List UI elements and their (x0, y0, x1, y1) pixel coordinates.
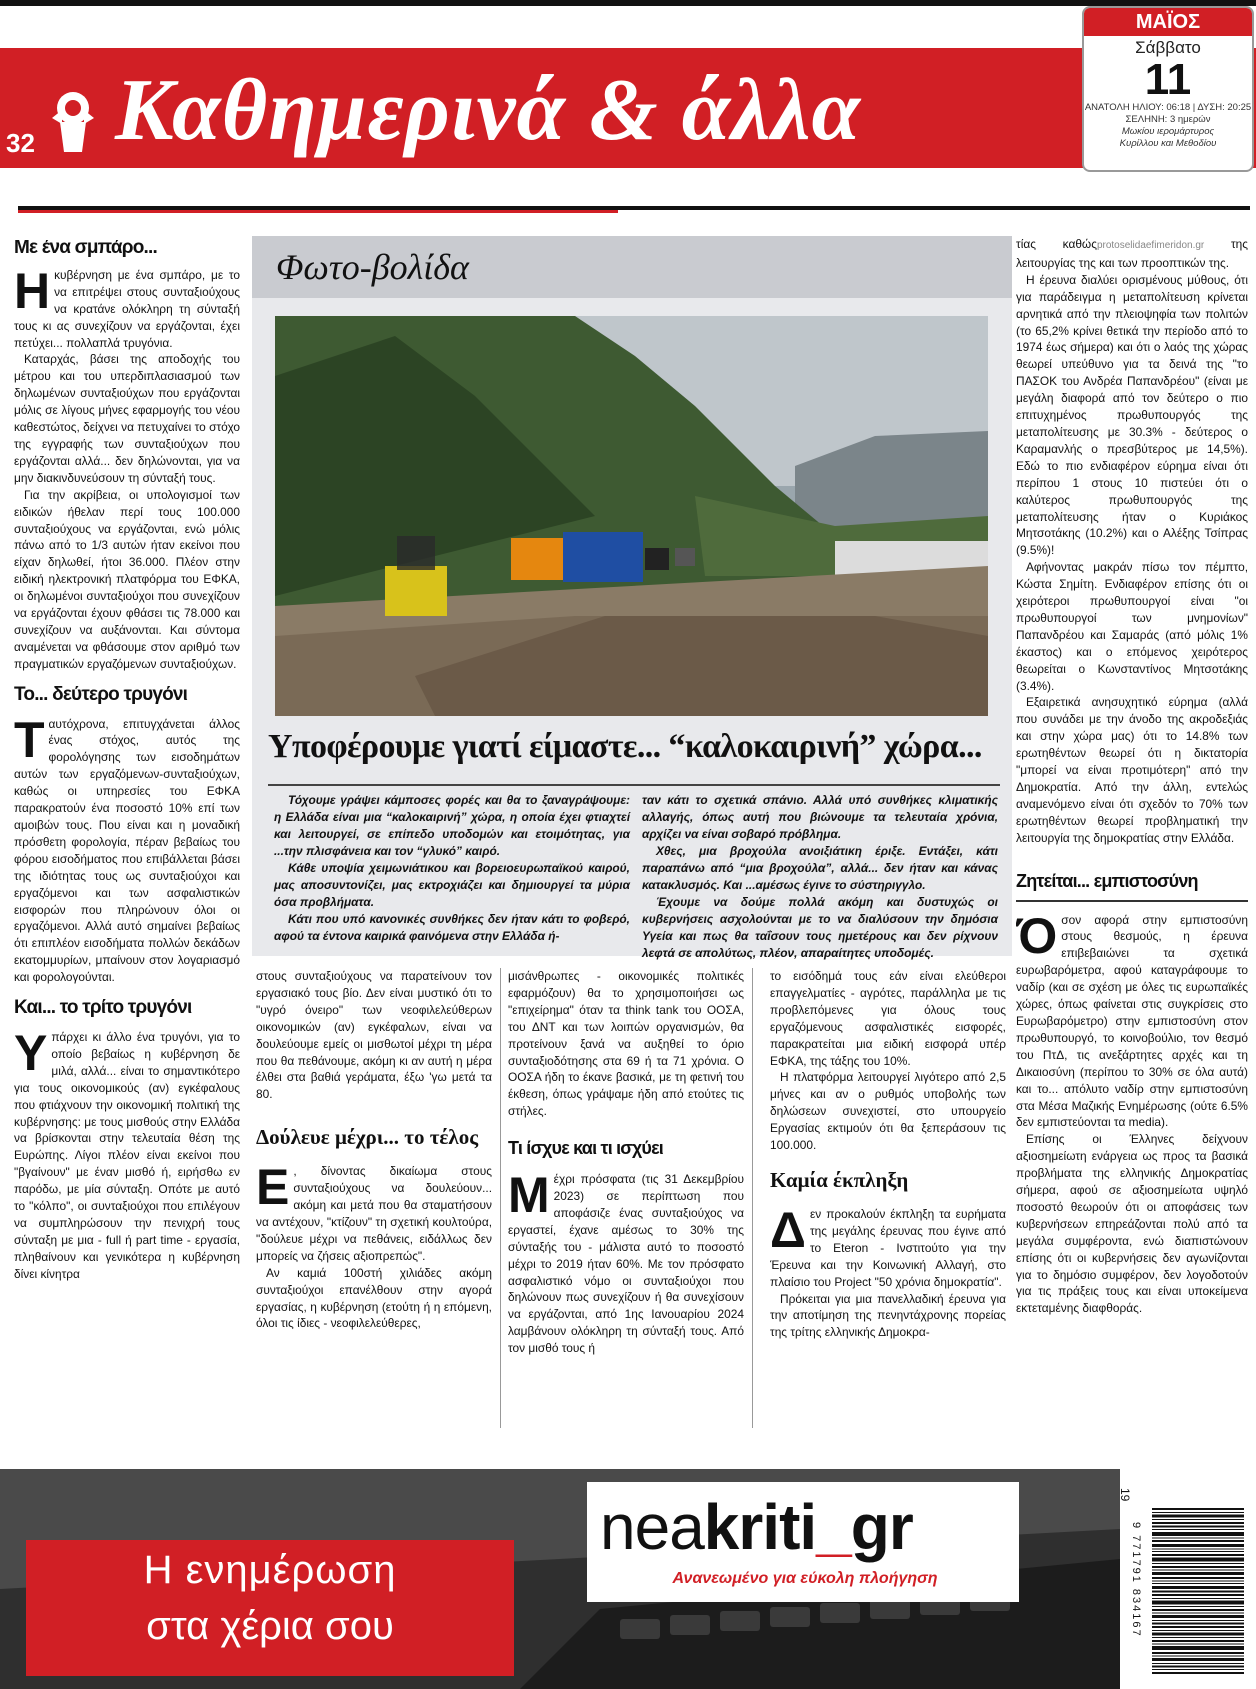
article-paragraph: Αφήνοντας μακράν πίσω τον πέμπτο, Κώστα Σημίτη. Ενδιαφέρον επίσης ότι οι χειρότεροι πρωθυπουργοί είναι "οι πρωθυπουργοί των μνημονίων" Παπανδρέου και Σαμαράς (από μόλις 1% έκαστος) και ο επόμενος χειρότερος θεωρείται ο Κωνσταντίνος Μητσοτάκης (3.4%). (1016, 560, 1248, 693)
section-rule (1016, 900, 1248, 902)
article-paragraph: Ηκυβέρνηση με ένα σμπάρο, με το να επιτρέψει στους συνταξιούχους να κρατάνε ολόκληρη τη σύνταξή τους κι ας συνεχίζουν να εργάζονται, έχει πετύχει... πολλαπλά τρυγόνια. (14, 262, 240, 350)
barcode-bar (1152, 1630, 1244, 1631)
feature-column-2 (642, 792, 998, 962)
barcode-bar (1152, 1549, 1244, 1550)
barcode-issue: 19 (1118, 1488, 1132, 1502)
ad-logo-part: kriti (703, 1491, 817, 1563)
middle-column-3 (770, 968, 1006, 1428)
calendar-date: 11 (1144, 55, 1192, 104)
section-title: Ζητείται... εμπιστοσύνη (1016, 870, 1198, 891)
drop-cap: Δ (770, 1201, 806, 1258)
masthead-title: Καθημερινά & άλλα (115, 62, 862, 159)
header-rule-red (18, 210, 618, 213)
drop-cap: Ό (1016, 907, 1058, 964)
barcode-bar (1152, 1669, 1244, 1670)
calendar-weekday: Σάββατο (1135, 38, 1201, 57)
calendar-month: ΜΑΪΟΣ (1084, 8, 1252, 36)
barcode-bar (1152, 1613, 1244, 1614)
barcode-bar (1152, 1563, 1244, 1564)
article-paragraph: Εξαιρετικά ανησυχητικό εύρημα (αλλά που συνάδει με την άνοδο της ακροδεξιάς και στην χώρα μας) ότι το 14.8% των ερωτηθέντων θεωρεί ότι η δικτατορία "μπορεί να είναι προτιμότερη" από την Δημοκρατία. Από την άλλη, εντελώς αναμενόμενο είναι ότι σχεδόν το 70% των ερωτηθέντων θεωρεί προβληματική την λειτουργία της δημοκρατίας στην Ελλάδα. (1016, 695, 1248, 845)
feature-paragraph: Χθες, μια βροχούλα ανοιξιάτικη έριξε. Εντάξει, κάτι παραπάνω από “μια βροχούλα”, αλλά... δεν ήταν και κάνας κατακλυσμός. Και ...αμέσως έγινε το σύστηριγγλο. (642, 844, 998, 892)
right-column (1016, 236, 1248, 1430)
calendar-sun-times: ΑΝΑΤΟΛΗ ΗΛΙΟΥ: 06:18 | ΔΥΣΗ: 20:25 (1084, 102, 1252, 113)
barcode-icon (1126, 1478, 1250, 1683)
article-paragraph: Δεν προκαλούν έκπληξη τα ευρήματα της μεγάλης έρευνας που έγινε από το Eteron - Ινστιτούτο για την Έρευνα και την Κοινωνική Αλλαγή, στο πλαίσιο του Project "50 χρόνια δημοκρατία". (770, 1201, 1006, 1289)
barcode-bar (1152, 1544, 1244, 1547)
barcode-bar (1152, 1633, 1244, 1636)
ad-slogan-line-2: στα χέρια σου (146, 1604, 394, 1648)
article-paragraph: Αν καμιά 100στή χιλιάδες ακόμη συνταξιούχοι επανέλθουν στην αγορά εργασίας, η κυβέρνηση (ετούτη ή η επόμενη, όλοι τις ίδιες - νεοφιλελεύθερες, (256, 1265, 492, 1331)
left-column (14, 240, 240, 1430)
barcode-bar (1152, 1540, 1244, 1542)
barcode-bar (1152, 1515, 1244, 1518)
ad-logo[interactable] (600, 1490, 913, 1564)
feature-column-1 (274, 792, 630, 945)
drop-cap: Ε (256, 1159, 290, 1216)
ad-slogan-line-1: Η ενημέρωση (143, 1548, 397, 1592)
article-paragraph: Όσον αφορά στην εμπιστοσύνη στους θεσμούς, η έρευνα επιβεβαιώνει τα σχετικά ευρωβαρόμετρα, αφού καταγράφουμε το ναδίρ (και σε σχέση με όλες τις ευρωπαϊκές χώρες, όπως φαίνεται στις συγκρίσεις στο Ευρωβαρόμετρο) στην εμπιστοσύνη στον πρωθυπουργό, το κοινοβούλιο, τον θεσμό του ΠτΔ, τις ανεξάρτητες αρχές και τη Δικαιοσύνη (περίπου το 30% σε όλα αυτά) και το... απόλυτο ναδίρ στην εμπιστοσύνη στα Μέσα Μαζικής Ενημέρωσης (ούτε 6.5% δεν εμπιστεύονται τα media). (1016, 907, 1248, 1130)
barcode-bar (1152, 1663, 1244, 1664)
page-number: 32 (6, 128, 35, 158)
calendar-moon: ΣΕΛΗΝΗ: 3 ημερών (1125, 114, 1211, 125)
barcode-bar (1152, 1609, 1244, 1611)
barcode-bar (1152, 1519, 1244, 1520)
masthead-emblem-icon (42, 88, 104, 160)
article-paragraph: τίας καθώςprotoselidaefimeridon.gr της λειτουργίας της και των προοπτικών της. (1016, 237, 1248, 270)
ad-logo-part: nea (600, 1491, 704, 1563)
section-title: Καμία έκπληξη (770, 1167, 909, 1192)
barcode-bar (1152, 1566, 1244, 1568)
top-rule (0, 0, 1256, 6)
section-title: Με ένα σμπάρο... (14, 240, 157, 258)
barcode-bar (1152, 1572, 1244, 1575)
barcode-bar (1152, 1620, 1244, 1621)
section-title: Δούλευε μέχρι... το τέλος (256, 1125, 479, 1150)
barcode-bar (1152, 1581, 1244, 1582)
barcode-bar (1152, 1508, 1244, 1510)
flood-photo (275, 316, 988, 716)
barcode-bar (1152, 1646, 1244, 1650)
barcode-bar (1152, 1551, 1244, 1552)
section-title: Τι ίσχυε και τι ισχύει (508, 1138, 664, 1159)
barcode-bar (1152, 1591, 1244, 1593)
barcode-bar (1152, 1601, 1244, 1605)
article-paragraph: το εισόδημά τους εάν είναι ελεύθεροι επαγγελματίες - αγρότες, παράλληλα με τις προβλεπόμενες για όλους τους εργαζόμενους ασφαλιστικές εισφορές, παρακρατείται μια ειδική εισφορά υπέρ ΕΦΚΑ, της τάξης του 10%. (770, 969, 1006, 1068)
article-paragraph: Πρόκειται για μια πανελλαδική έρευνα για την αποτίμηση της πενηντάχρονης πορείας της τρίτης ελληνικής Δημοκρα- (770, 1291, 1006, 1340)
ad-tagline: Ανανεωμένο για εύκολη πλοήγηση (672, 1570, 938, 1587)
barcode-bar (1152, 1522, 1244, 1524)
column-rule (752, 968, 753, 1428)
middle-column-2 (508, 968, 744, 1428)
barcode-bar (1152, 1577, 1244, 1579)
barcode-bar (1152, 1570, 1244, 1571)
drop-cap: Η (14, 262, 51, 319)
barcode (1126, 1478, 1250, 1683)
feature-paragraph: Έχουμε να δούμε πολλά ακόμη και δυστυχώς οι κυβερνήσεις ασχολούνται με το να διαλύσουν την δημόσια Υγεία και πως θα ταΐσουν τους ημετέρους και δεν ρίχνουν λεφτά σε απολύτως, πλέον, απαραίτητες υποδομές. (642, 895, 998, 960)
barcode-bar (1152, 1538, 1244, 1539)
article-paragraph: Η έρευνα διαλύει ορισμένους μύθους, ότι για παράδειγμα η μεταπολίτευση κρίνεται αρνητικά από την πλειοψηφία των πολιτών (το 65,2% κρίνει θετικά την περίοδο από το 1974 έως σήμερα) και ότι ο λαός της χώρας θεωρεί υπεύθυνο για τα δεινά της "το ΠΑΣΟΚ του Ανδρέα Παπανδρέου" (είναι με μεγάλη διαφορά από τον δεύτερο ο πιο επιτυχημένος πρωθυπουργός της μεταπολίτευσης με 30.3% - δεύτερος ο Καραμανλής ο πρεσβύτερος με 14,5%). Εδώ το πιο ενδιαφέρον εύρημα είναι ότι περίπου 1 στους 10 πιστεύει ότι ο καλύτερος πρωθυπουργός της μεταπολίτευσης ήταν ο Κυριάκος Μητσοτάκης (10.2%) και ο Αλέξης Τσίπρας (9.5%)! (1016, 272, 1248, 558)
drop-cap: Μ (508, 1167, 550, 1224)
column-rule (500, 968, 501, 1428)
article-paragraph: στους συνταξιούχους να παρατείνουν τον εργασιακό τους βίο. Δεν είναι μυστικό ότι το "υγρό όνειρο" των νεοφιλελεύθερων οικονομικών (αν) εγκέφαλων, είναι να δουλεύουμε εμείς οι μισθωτοί μέχρι τη μέρα που θα πεθάνουμε, ακόμη κι αν αυτή η μέρα έλθει στα βαθιά γεράματα, έξω 'γω μετά τα 80. (256, 969, 492, 1102)
article-paragraph: Καταρχάς, βάσει της αποδοχής του μέτρου και του υπερδιπλασιασμού των δηλωμένων συνταξιούχων που εργάζονται μόλις σε λίγους μήνες εφαρμογής του νέου καθεστώτος, δείχνει να πετυχαίνει το στόχο της εγγραφής των συνταξιούχων που εργάζονται αλλά... δεν δηλώνονται, για να μην διακινδυνεύσουν τη σύνταξή τους. (14, 352, 240, 485)
barcode-bar (1152, 1532, 1244, 1536)
barcode-number: 9 771791 834167 (1130, 1522, 1142, 1638)
drop-cap: Τ (14, 711, 45, 768)
barcode-bar (1152, 1637, 1244, 1638)
section-title: Και... το τρίτο τρυγόνι (14, 997, 192, 1019)
calendar-saints (1084, 126, 1252, 150)
section-title: Το... δεύτερο τρυγόνι (14, 683, 188, 705)
article-paragraph: Επίσης οι Έλληνες δείχνουν αξιοσημείωτη ενάργεια ως προς τα βασικά προβλήματα της ελληνικής Δημοκρατίας σήμερα, αφού σε αξιοσημείωτα υψηλό ποσοστό θεωρούν ότι οι αποφάσεις των κυβερνήσεων επηρεάζονται πολύ από τα μεγάλα συμφέροντα, ενώ διαπιστώνουν επίσης ότι οι κυβερνήσεις δεν αγωνίζονται για το δημόσιο συμφέρον, δεν λογοδοτούν για τις πράξεις τους και είναι υποκείμενα εκτεταμένης διαφθοράς. (1016, 1132, 1248, 1316)
feature-paragraph: Κάθε υποψία χειμωνιάτικου και βορειοευρωπαϊκού καιρού, μας αποσυντονίζει, μας εκτροχιάζει και δημιουργεί τα μύρια όσα προβλήματα. (274, 861, 630, 909)
article-paragraph: Η πλατφόρμα λειτουργεί λιγότερο από 2,5 μήνες και αν ο ρυθμός υποβολής των δηλώσεων συνεχιστεί, στο υπουργείο Εργασίας εκτιμούν ότι θα ξεπεράσουν τις 100.000. (770, 1070, 1006, 1153)
feature-headline: Υποφέρουμε γιατί είμαστε... “καλοκαιρινή” χώρα... (268, 728, 982, 765)
ad-logo-part: _ (816, 1491, 851, 1563)
barcode-bar (1152, 1626, 1244, 1628)
article-paragraph: Ε , δίνοντας δικαίωμα στους συνταξιούχους να δουλεύουν... ακόμη και μετά που θα σταματήσουν να αντέχουν, "κτίζουν" τη σχετική κουλτούρα, "δούλευε μέχρι να πεθάνεις, ειδάλλως δεν μπορείς να ζήσεις αξιοπρεπώς". (256, 1159, 492, 1263)
barcode-bar (1152, 1606, 1244, 1607)
barcode-bar (1152, 1656, 1244, 1657)
barcode-bar (1152, 1598, 1244, 1599)
barcode-bar (1152, 1644, 1244, 1645)
article-paragraph: μισάνθρωπες - οικονομικές πολιτικές εφαρμόζουν) θα το χρησιμοποιήσει ως "επιχείρημα" όταν τα think tank του ΟΟΣΑ, του ΔΝΤ και των λοιπών οργανισμών, θα προτείνουν ξανά να αυξηθεί το όριο συνταξιοδότησης στα 69 ή τα 71 χρόνια. Ο ΟΟΣΑ ήδη το έκανε βασικά, με τη φετινή του έκθεση, όπως γράψαμε ήδη από ετούτες τις στήλες. (508, 969, 744, 1119)
barcode-bar (1152, 1652, 1244, 1654)
calendar-saint-2: Κυρίλλου και Μεθοδίου (1119, 138, 1217, 149)
barcode-bar (1152, 1640, 1244, 1642)
watermark: protoselidaefimeridon.gr (1096, 240, 1205, 251)
barcode-bar (1152, 1526, 1244, 1528)
article-paragraph: Υπάρχει κι άλλο ένα τρυγόνι, για το οποίο βεβαίως η κυβέρνηση δε μιλά, αλλά... είναι το σημαντικότερο για τους οικονομικούς (αν) εγκέφαλους που φτιάχνουν την οικονομική πολιτική της κυβέρνησης: με τους μισθούς στην Ελλάδα να βρίσκονται στην τελευταία θέση της Ευρώπης. Λίγοι πλέον είναι εκείνοι που "βγαίνουν" με έναν μισθό ή, ειρήσθω εν παρόδω, με μία σύνταξη. Οπότε με αυτό το "κόλπο", οι συνταξιούχοι που επιλέγουν να συμπληρώσουν την πενιχρή τους σύνταξη με μια - full ή part time - εργασία, πληθαίνουν και γενικότερα η κυβέρνηση δίνει κίνητρα (14, 1024, 240, 1281)
feature-paragraph: Τόχουμε γράψει κάμποσες φορές και θα το ξαναγράψουμε: η Ελλάδα είναι μια “καλοκαιρινή” χώρα, η οποία έχει φτιαχτεί και λειτουργεί, σε επίπεδο υποδομών και ετοιμότητας, για ...την πλισφάνεια και τον “γλυκό” καιρό. (274, 793, 630, 858)
article-paragraph: Ταυτόχρονα, επιτυγχάνεται άλλος ένας στόχος, αυτός της φορολόγησης των εισοδημάτων αυτών των εργαζόμενων-συνταξιούχων, καθώς οι υπηρεσίες του ΕΦΚΑ παρακρατούν ένα ποσοστό 10% επί των αμοιβών τους. Που είναι και η μοναδική πρόσθετη φορολογία, πέραν βεβαίως του φόρου εισοδήματος που επιβάλλεται βάσει της ιδιότητας τους ως συνταξιούχοι και εργαζόμενοι και των ασφαλιστικών εισφορών που πληρώνουν όλοι οι εργαζόμενοι. Αλλά αυτό σημαίνει βεβαίως ότι επιπλέον εισοδήματα πολλών δεκάδων εκατομμυρίων, μπαίνουν στον λογαριασμό και φορολογούνται. (14, 711, 240, 985)
barcode-bar (1152, 1583, 1244, 1584)
calendar-saint-1: Μωκίου ιερομάρτυρος (1121, 126, 1215, 137)
barcode-bar (1152, 1666, 1244, 1668)
feature-box-title: Φωτο-βολίδα (276, 247, 469, 287)
drop-cap: Υ (14, 1024, 48, 1081)
barcode-bar (1152, 1658, 1244, 1661)
barcode-bar (1152, 1554, 1244, 1556)
ad-logo-part: gr (850, 1491, 913, 1563)
barcode-bar (1152, 1586, 1244, 1589)
barcode-bar (1152, 1512, 1244, 1513)
barcode-bar (1152, 1672, 1244, 1674)
barcode-bar (1152, 1615, 1244, 1618)
barcode-bar (1152, 1594, 1244, 1596)
headline-rule (268, 784, 1000, 786)
feature-paragraph: Κάτι που υπό κανονικές συνθήκες δεν ήταν κάτι το φοβερό, αφού τα έντονα καιρικά φαινόμενα στην Ελλάδα ή- (274, 912, 630, 943)
barcode-bar (1152, 1529, 1244, 1530)
middle-column-1 (256, 968, 492, 1428)
date-calendar (1082, 6, 1254, 172)
article-paragraph: Μέχρι πρόσφατα (τις 31 Δεκεμβρίου 2023) σε περίπτωση που αποφάσιζε ένας συνταξιούχος να εργαστεί, έχανε αμέσως το 30% της σύνταξής του - μάλιστα αυτό το ποσοστό μέχρι το 2019 ήταν 60%. Με τον πρόσφατο ασφαλιστικό νόμο οι συνταξιούχοι που δηλώνουν πως συνεχίζουν ή θα συνεχίσουν να εργάζονται, από 1ης Ιανουαρίου 2024 λαμβάνουν ολόκληρη τη σύνταξή τους. Από τον μισθό τους ή (508, 1167, 744, 1356)
feature-paragraph: ταν κάτι το σχετικά σπάνιο. Αλλά υπό συνθήκες κλιματικής αλλαγής, όπως αυτή που βιώνουμε τα τελευταία χρόνια, αρχίζει να είναι σοβαρό πρόβλημα. (642, 793, 998, 841)
barcode-bar (1152, 1623, 1244, 1625)
barcode-bar (1152, 1558, 1244, 1562)
article-paragraph: Για την ακρίβεια, οι υπολογισμοί των ειδικών ήθελαν περί τους 100.000 συνταξιούχους να εργάζονται, ενώ μόλις πάνω από το 1/3 αυτών ήταν εκείνοι που είχαν δηλωθεί, ήτοι 36.000. Πλέον στην ειδική ηλεκτρονική πλατφόρμα του ΕΦΚΑ, οι δηλωμένοι συνταξιούχοι που συνεχίζουν να εργάζονται έχουν φθάσει τις 78.000 και συνεχίζουν να αυξάνονται. Και σύντομα αναμένεται να φθάσουμε στον αριθμό των πραγματικών εργαζόμενων συνταξιούχων. (14, 487, 240, 671)
